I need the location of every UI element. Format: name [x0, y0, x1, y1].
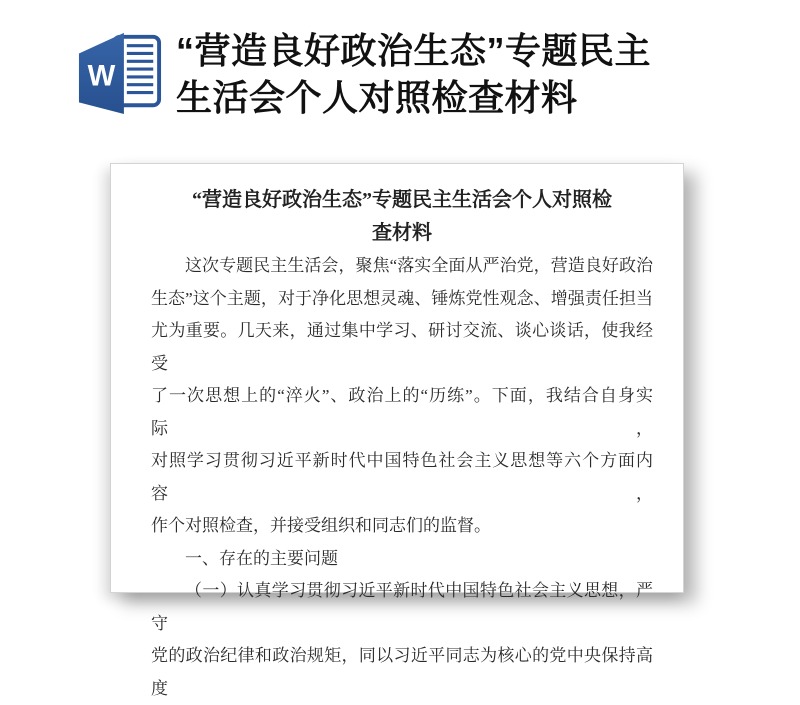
page-title-line-1: “营造良好政治生态”专题民主: [176, 30, 652, 71]
doc-body-line: （一）认真学习贯彻习近平新时代中国特色社会主义思想，严守: [151, 581, 653, 633]
page-title: [176, 27, 746, 121]
word-letter: W: [87, 59, 116, 93]
doc-body-line: 尤为重要。几天来，通过集中学习、研讨交流、谈心谈话，使我经受: [151, 321, 653, 373]
doc-body-line: 生态”这个主题，对于净化思想灵魂、锤炼党性观念、增强责任担当: [151, 288, 653, 308]
page-title-line-2: 生活会个人对照检查材料: [176, 77, 578, 118]
doc-body-line: 了一次思想上的“淬火”、政治上的“历练”。下面，我结合自身实际，: [151, 386, 653, 438]
doc-title-line-1: “营造良好政治生态”专题民主生活会个人对照检: [192, 189, 612, 211]
word-icon: [74, 30, 166, 116]
doc-body-line: 对照学习贯彻习近平新时代中国特色社会主义思想等六个方面内容，: [151, 451, 653, 503]
doc-body-line: 党的政治纪律和政治规矩，同以习近平同志为核心的党中央保持高度: [151, 646, 653, 698]
document-preview-page: [110, 163, 684, 698]
doc-section-heading: 一、存在的主要问题: [185, 548, 338, 568]
word-doc-lines: [127, 46, 153, 93]
doc-title-line-2: 查材料: [372, 222, 432, 244]
doc-body-line: 这次专题民主生活会，聚焦“落实全面从严治党，营造良好政治: [185, 256, 653, 275]
doc-body-line: 作个对照检查，并接受组织和同志们的监督。: [151, 516, 491, 535]
